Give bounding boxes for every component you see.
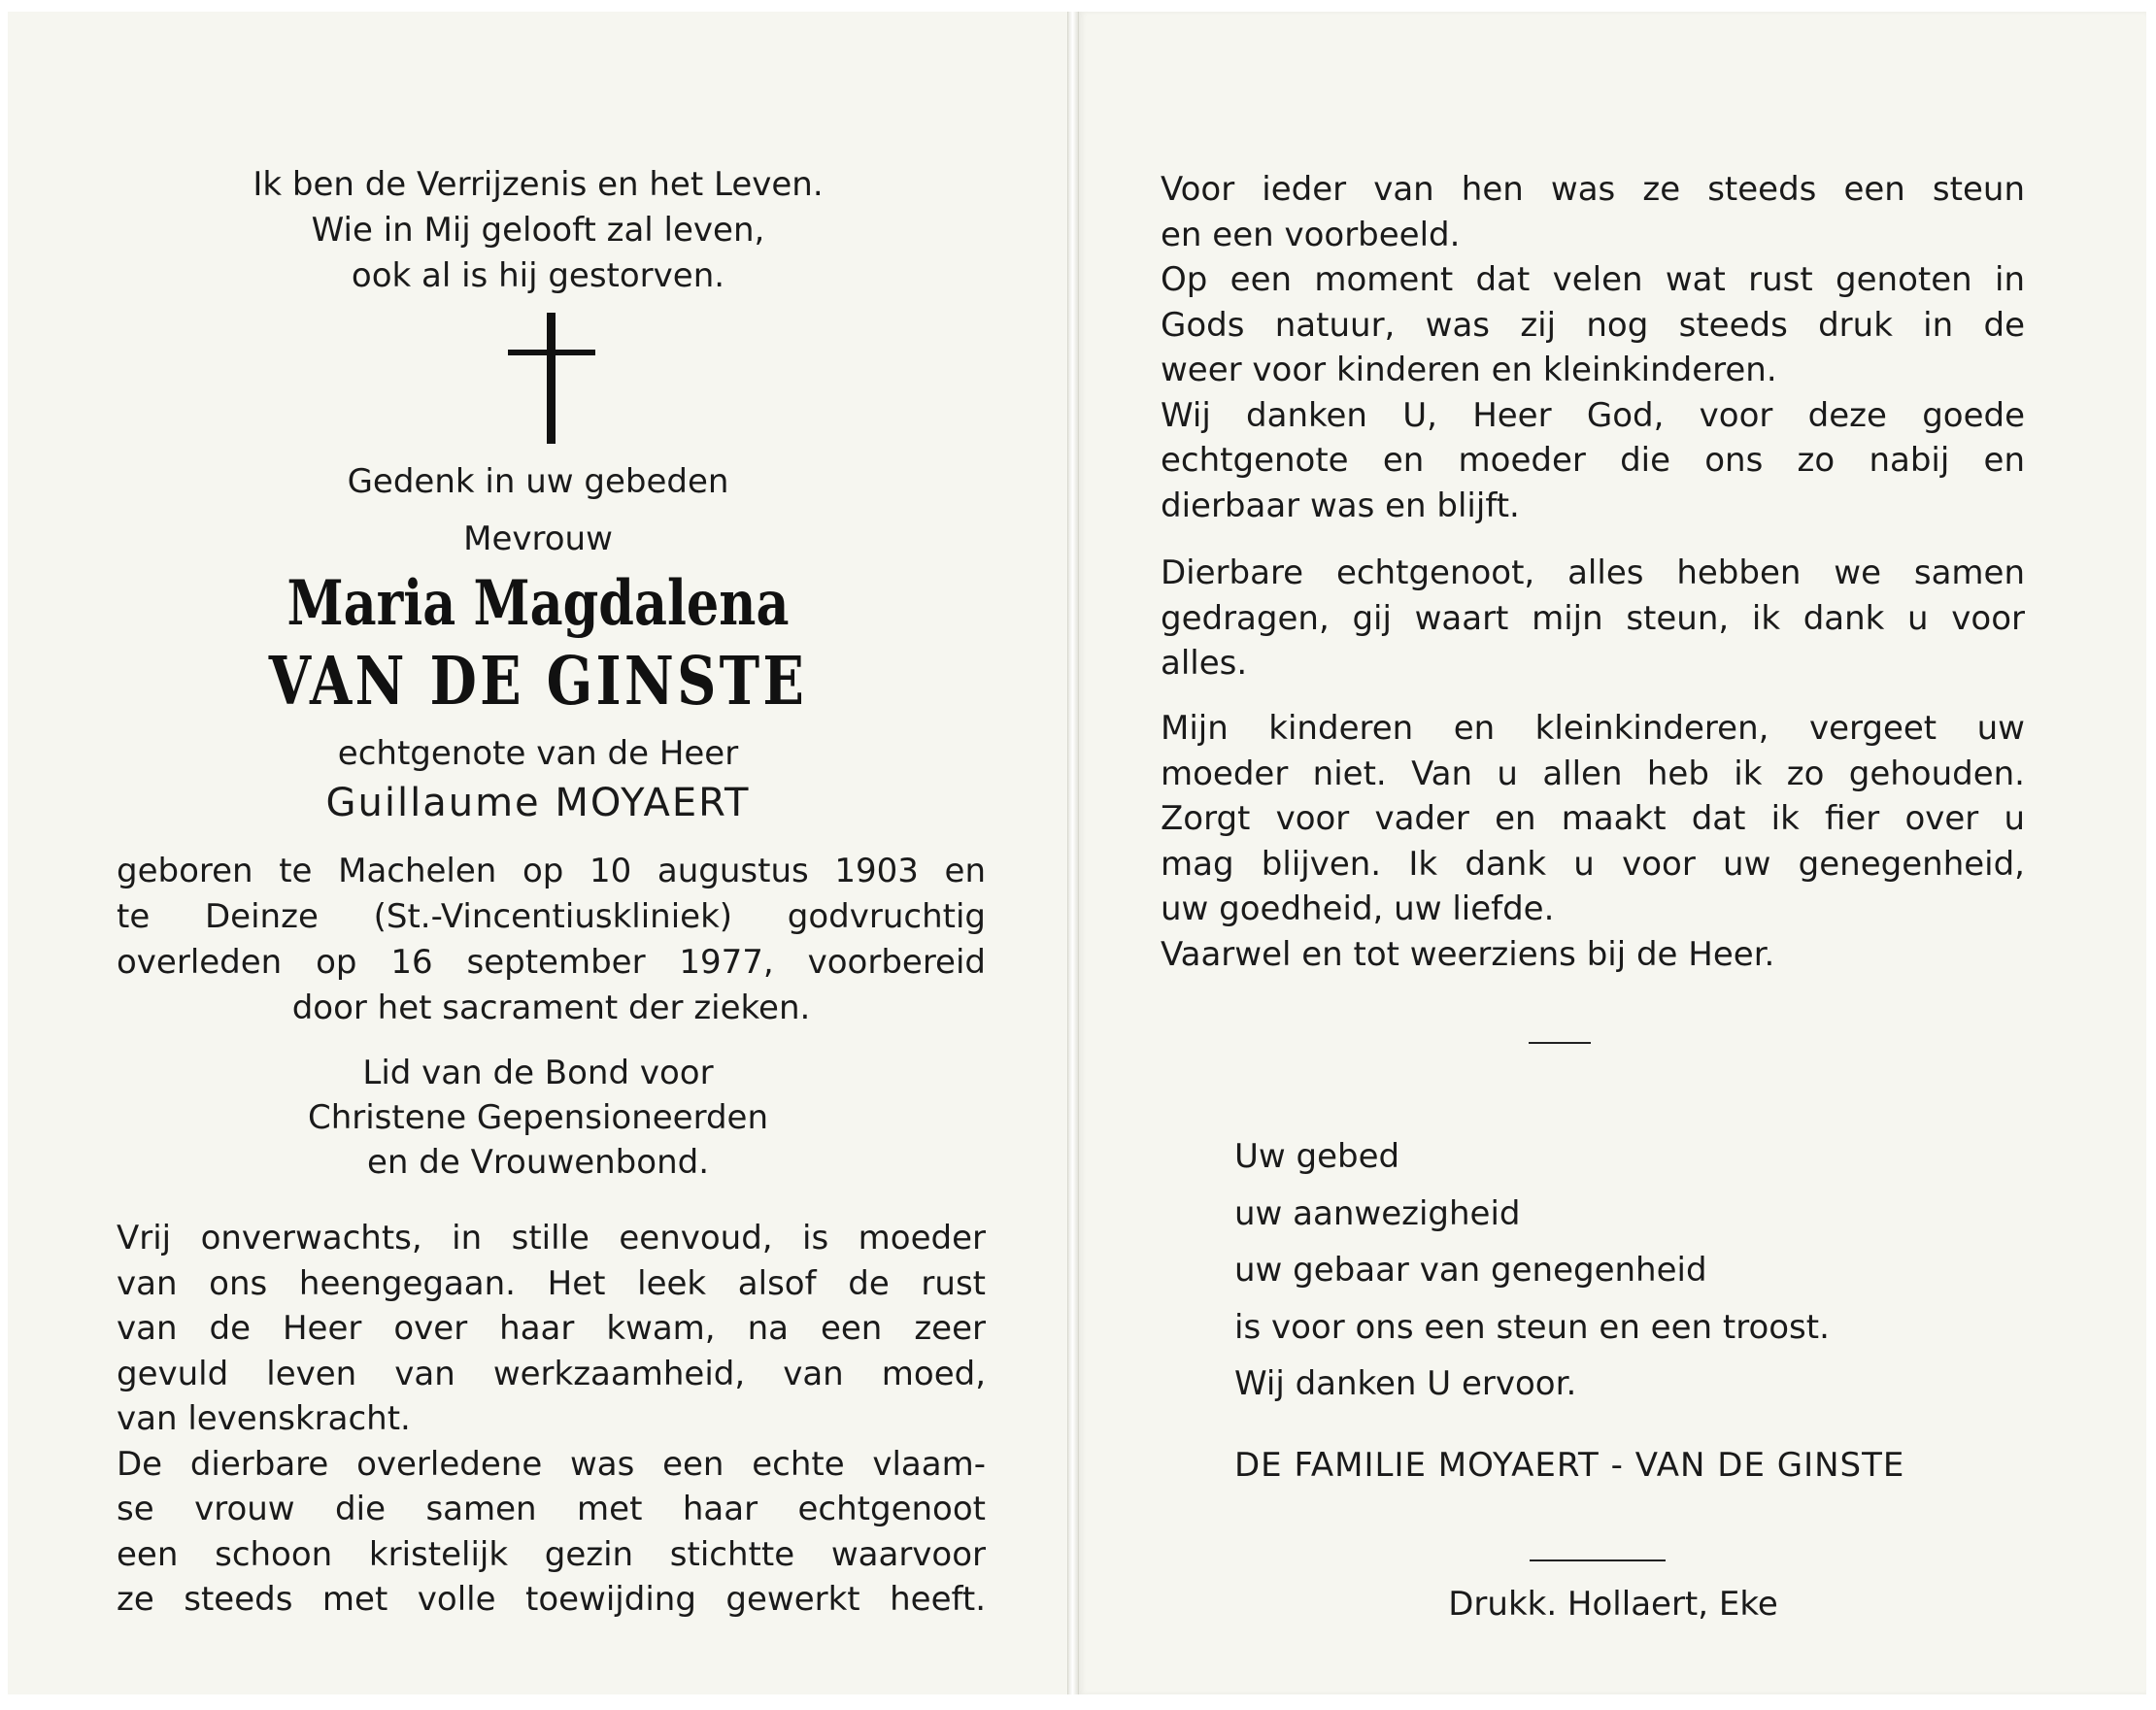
spouse-intro: echtgenote van de Heer — [337, 734, 739, 773]
right-page — [1078, 12, 2146, 1694]
deceased-surname: VAN DE GINSTE — [268, 643, 808, 721]
remembrance-intro — [8, 453, 1068, 568]
paragraph-line: weer voor kinderen en kleinkinderen. — [1161, 351, 1777, 389]
divider-short — [1529, 1042, 1591, 1044]
closing-line: uw gebaar van genegenheid — [1234, 1251, 1707, 1290]
intro-line: Gedenk in uw gebeden — [347, 462, 729, 501]
tribute-text — [117, 1216, 986, 1623]
tribute-line: De dierbare overledene was een echte vlaam- — [117, 1444, 986, 1484]
tribute-line: van levenskracht. — [117, 1399, 411, 1438]
tribute-line: een schoon kristelijk gezin stichtte waarvoor — [117, 1534, 986, 1574]
closing-line: Wij danken U ervoor. — [1234, 1364, 1577, 1403]
tribute-line: ze steeds met volle toewijding gewerkt heeft. — [117, 1580, 986, 1619]
epigraph — [8, 162, 1068, 299]
divider-long — [1530, 1559, 1666, 1561]
farewell-paragraph-3 — [1161, 706, 2025, 977]
paragraph-line: Vaarwel en tot weerziens bij de Heer. — [1161, 934, 1775, 974]
paragraph-line: Op een moment dat velen wat rust genoten in — [1161, 260, 2025, 299]
closing-verse — [1234, 1128, 2011, 1413]
epigraph-line: Wie in Mij gelooft zal leven, — [311, 211, 765, 250]
membership-line: en de Vrouwenbond. — [366, 1143, 710, 1182]
paragraph-line: echtgenote en moeder die ons zo nabij en — [1161, 441, 2025, 480]
tribute-line: Vrij onverwachts, in stille eenvoud, is moeder — [117, 1219, 986, 1257]
cross-icon — [508, 313, 595, 444]
membership-line: Christene Gepensioneerden — [307, 1098, 769, 1137]
tribute-line: se vrouw die samen met haar echtgenoot — [117, 1490, 986, 1528]
paragraph-line: en een voorbeeld. — [1161, 215, 1461, 254]
paragraph-line: Gods natuur, was zij nog steeds druk in de — [1161, 305, 2025, 345]
birth-death-line: door het sacrament der zieken. — [291, 989, 811, 1027]
paragraph-line: mag blijven. Ik dank u voor uw genegenheid, — [1161, 844, 2025, 884]
epigraph-line: Ik ben de Verrijzenis en het Leven. — [253, 165, 824, 204]
paragraph-line: Zorgt voor vader en maakt dat ik fier over u — [1161, 799, 2025, 838]
membership — [8, 1051, 1068, 1185]
birth-death-line: geboren te Machelen op 10 augustus 1903 en — [117, 852, 986, 890]
membership-line: Lid van de Bond voor — [362, 1054, 714, 1092]
farewell-paragraph-2 — [1161, 551, 2025, 687]
paragraph-line: uw goedheid, uw liefde. — [1161, 889, 1555, 928]
closing-line: uw aanwezigheid — [1234, 1193, 1521, 1233]
family-signature: DE FAMILIE MOYAERT - VAN DE GINSTE — [1234, 1446, 1905, 1485]
deceased-first-names: Maria Magdalena — [286, 567, 790, 640]
paragraph-line: gedragen, gij waart mijn steun, ik dank u voor — [1161, 598, 2025, 638]
printer-credit: Drukk. Hollaert, Eke — [1448, 1585, 1778, 1624]
closing-line: Uw gebed — [1234, 1137, 1400, 1176]
paragraph-line: Wij danken U, Heer God, voor deze goede — [1161, 395, 2025, 435]
left-page — [8, 12, 1068, 1694]
epigraph-line: ook al is hij gestorven. — [351, 256, 725, 295]
card-fold — [1068, 12, 1078, 1694]
paragraph-line: dierbaar was en blijft. — [1161, 486, 1520, 525]
farewell-paragraph-1 — [1161, 167, 2025, 528]
spouse-name: Guillaume MOYAERT — [325, 781, 751, 825]
paragraph-line: Mijn kinderen en kleinkinderen, vergeet uw — [1161, 709, 2025, 748]
birth-death-details — [117, 849, 986, 1031]
paragraph-line: Voor ieder van hen was ze steeds een steun — [1161, 170, 2025, 209]
tribute-line: van ons heengegaan. Het leek alsof de rust — [117, 1263, 986, 1303]
birth-death-line: overleden op 16 september 1977, voorbereid — [117, 943, 986, 982]
paragraph-line: moeder niet. Van u allen heb ik zo gehouden. — [1161, 754, 2025, 793]
tribute-line: gevuld leven van werkzaamheid, van moed, — [117, 1354, 986, 1393]
closing-line: is voor ons een steun en een troost. — [1234, 1307, 1830, 1347]
paragraph-line: alles. — [1161, 644, 1248, 683]
tribute-line: van de Heer over haar kwam, na een zeer — [117, 1309, 986, 1348]
intro-line: Mevrouw — [463, 520, 613, 558]
paragraph-line: Dierbare echtgenoot, alles hebben we samen — [1161, 553, 2025, 592]
birth-death-line: te Deinze (St.-Vincentiuskliniek) godvruchtig — [117, 897, 986, 936]
